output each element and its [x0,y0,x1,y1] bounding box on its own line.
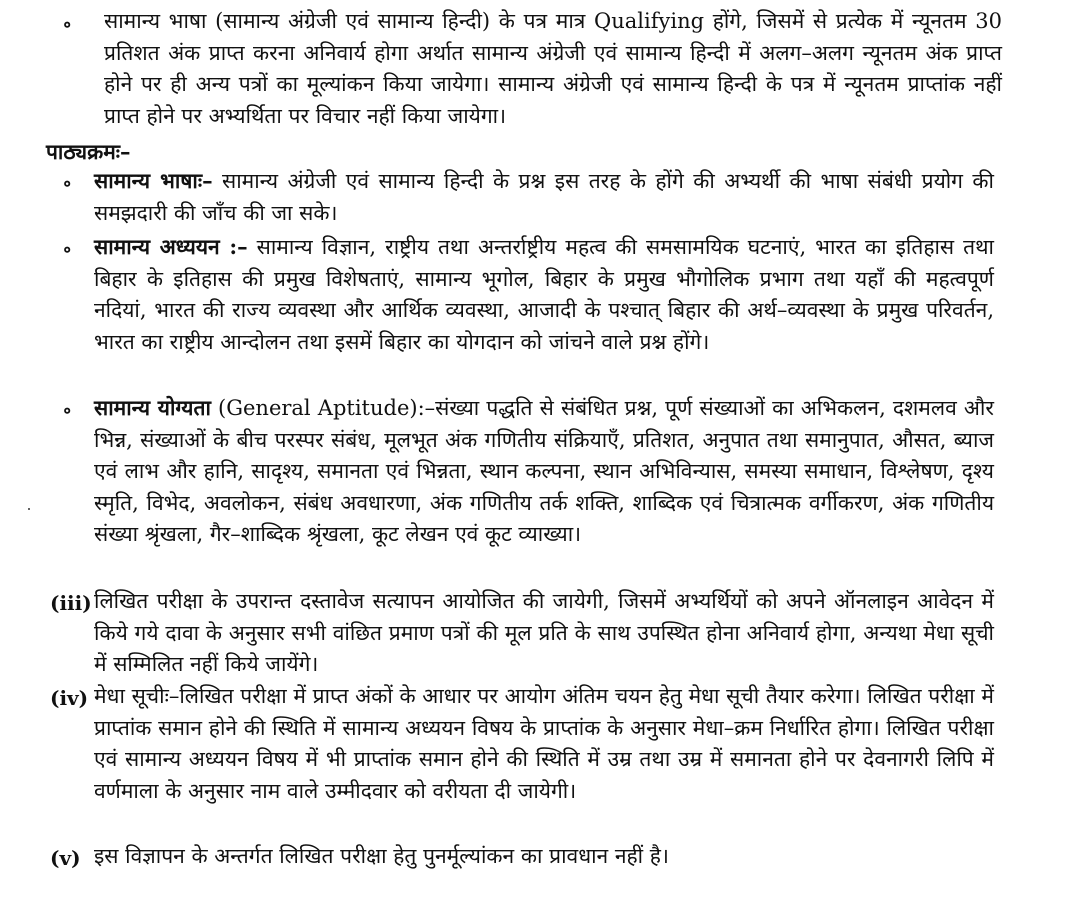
clause-marker: (iii) [50,591,92,615]
clause-marker: (v) [50,846,81,870]
bullet-dot: ∘ [62,237,73,261]
clause-no-reevaluation: इस विज्ञापन के अन्तर्गत लिखित परीक्षा हेतु पुनर्मूल्यांकन का प्रावधान नहीं है। [94,844,669,868]
syllabus-item-general-language [94,165,994,229]
item-label: सामान्य भाषाः– [94,168,213,193]
clause-document-verification: लिखित परीक्षा के उपरान्त दस्तावेज सत्यापन आयोजित की जायेगी, जिसमें अभ्यर्थियों को अपने ऑनलाइन आवेदन में किये गये दावा के अनुसार सभी वांछित प्रमाण पत्रों की मूल प्रति के साथ उपस्थित होना अनिवार्य होगा, अन्यथा मेधा सूची में सम्मिलित नहीं किये जायेंगे। [94,589,994,676]
item-label: सामान्य अध्ययन :– [94,234,248,259]
item-text: (General Aptitude):–संख्या पद्धति से संबंधित प्रश्न, पूर्ण संख्याओं का अभिकलन, दशमलव और भिन्न, संख्याओं के बीच परस्पर संबंध, मूलभूत अंक गणितीय संक्रियाएँ, प्रतिशत, अनुपात तथा समानुपात, औसत, ब्याज एवं लाभ और हानि, सादृश्य, समानता एवं भिन्नता, स्थान कल्पना, स्थान अभिविन्यास, समस्या समाधान, विश्लेषण, दृश्य स्मृति, विभेद, अवलोकन, संबंध अवधारणा, अंक गणितीय तर्क शक्ति, शाब्दिक एवं चित्रात्मक वर्गीकरण, अंक गणितीय संख्या श्रृंखला, गैर–शाब्दिक श्रृंखला, कूट लेखन एवं कूट व्याख्या। [94,396,994,546]
bullet-dot: ∘ [62,398,73,422]
bullet-dot: ∘ [62,171,73,195]
item-text: सामान्य अंग्रेजी एवं सामान्य हिन्दी के प्रश्न इस तरह के होंगे की अभ्यर्थी की भाषा संबंधी प्रयोग की समझदारी की जाँच की जा सके। [94,169,994,225]
margin-dot [28,508,30,510]
syllabus-heading: पाठ्यक्रमः– [46,139,131,164]
clause-merit-list: मेधा सूचीः–लिखित परीक्षा में प्राप्त अंकों के आधार पर आयोग अंतिम चयन हेतु मेधा सूची तैयार करेगा। लिखित परीक्षा में प्राप्तांक समान होने की स्थिति में सामान्य अध्ययन विषय के प्राप्तांक के अनुसार मेधा–क्रम निर्धारित होगा। लिखित परीक्षा एवं सामान्य अध्ययन विषय में भी प्राप्तांक समान होने की स्थिति में उम्र तथा उम्र में समानता होने पर देवनागरी लिपि में वर्णमाला के अनुसार नाम वाले उम्मीदवार को वरीयता दी जायेगी। [94,684,994,803]
clause-marker: (iv) [50,686,89,710]
bullet-dot: ∘ [62,12,73,36]
syllabus-item-general-studies [94,231,994,358]
item-text: सामान्य विज्ञान, राष्ट्रीय तथा अन्तर्राष्ट्रीय महत्व की समसामयिक घटनाएं, भारत का इतिहास तथा बिहार के इतिहास की प्रमुख विशेषताएं, सामान्य भूगोल, बिहार के प्रमुख भौगोलिक प्रभाग तथा यहाँ की महत्वपूर्ण नदियां, भारत की राज्य व्यवस्था और आर्थिक व्यवस्था, आजादी के पश्चात् बिहार की अर्थ–व्यवस्था के प्रमुख परिवर्तन, भारत का राष्ट्रीय आन्दोलन तथा इसमें बिहार का योगदान को जांचने वाले प्रश्न होंगे। [94,235,994,354]
item-label: सामान्य योग्यता [94,395,211,420]
syllabus-item-general-aptitude [94,392,994,551]
qualifying-paragraph: सामान्य भाषा (सामान्य अंग्रेजी एवं सामान्य हिन्दी) के पत्र मात्र Qualifying होंगे, जिसमें से प्रत्येक में न्यूनतम 30 प्रतिशत अंक प्राप्त करना अनिवार्य होगा अर्थात सामान्य अंग्रेजी एवं सामान्य हिन्दी में अलग–अलग न्यूनतम अंक प्राप्त होने पर ही अन्य पत्रों का मूल्यांकन किया जायेगा। सामान्य अंग्रेजी एवं सामान्य हिन्दी के पत्र में न्यूनतम प्राप्तांक नहीं प्राप्त होने पर अभ्यर्थिता पर विचार नहीं किया जायेगा। [104,9,1002,128]
